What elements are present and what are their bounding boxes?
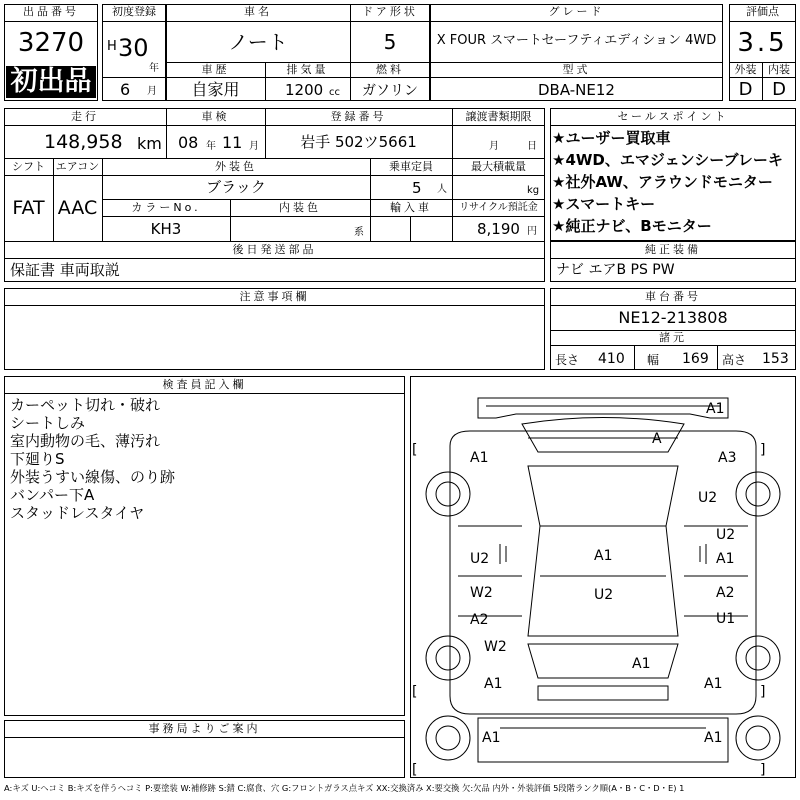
- transfer-label: 譲渡書類期限: [465, 110, 532, 123]
- recycle: 8,190: [477, 220, 520, 238]
- car-name: ノート: [228, 30, 288, 54]
- grade-label: グレード: [548, 5, 605, 18]
- grade: X FOUR スマートセーフティエディション 4WD: [436, 33, 717, 48]
- width-label: 幅: [647, 353, 660, 367]
- transfer-day-unit: 日: [527, 141, 537, 152]
- inspector-line: 外装うすい線傷、のり跡: [10, 468, 176, 486]
- inspection-label: 車検: [201, 110, 230, 123]
- svg-text:[: [: [412, 684, 418, 700]
- sales-point-item: ★4WD、エマジェンシーブレーキ: [552, 151, 783, 169]
- inspector-label: 検査員記入欄: [162, 378, 247, 391]
- loadmax-label: 最大積載量: [471, 160, 526, 173]
- yen-unit: 円: [527, 226, 537, 237]
- damage-mark: A1: [482, 730, 501, 746]
- interior-grade: D: [772, 79, 786, 100]
- colorno: KH3: [150, 220, 182, 238]
- lot-number: 3270: [17, 28, 85, 58]
- inspector-line: スタッドレスタイヤ: [10, 504, 145, 522]
- inspector-line: バンパー下A: [10, 486, 95, 504]
- inspector-line: 室内動物の毛、薄汚れ: [10, 432, 161, 450]
- mileage-label: 走行: [71, 110, 99, 123]
- damage-mark: W2: [470, 585, 493, 601]
- svg-text:[: [: [412, 442, 418, 458]
- lot-label: 出品番号: [23, 5, 79, 18]
- color-label: 外装色: [215, 160, 257, 173]
- damage-mark: A1: [632, 656, 651, 672]
- ac: AAC: [57, 197, 98, 219]
- inspection-month-unit: 月: [249, 141, 259, 152]
- model-label: 型式: [562, 63, 591, 76]
- equipment-label: 純正装備: [645, 243, 701, 256]
- mileage: 148,958: [44, 131, 123, 153]
- history-label: 車歴: [201, 63, 230, 76]
- intcolor-unit: 系: [354, 227, 364, 238]
- svg-text:]: ]: [760, 684, 766, 700]
- inspection-month: 11: [222, 133, 243, 152]
- month-unit: 月: [147, 86, 157, 97]
- damage-mark: U2: [470, 551, 490, 567]
- width: 169: [682, 351, 709, 367]
- color: ブラック: [206, 178, 266, 196]
- km-unit: km: [137, 134, 162, 153]
- inspector-line: カーペット切れ・破れ: [10, 396, 161, 414]
- intcolor-label: 内装色: [279, 201, 321, 214]
- damage-mark: A1: [704, 676, 723, 692]
- damage-mark: U1: [716, 611, 736, 627]
- recycle-label: リサイクル預託金: [459, 202, 538, 213]
- chassis-number: NE12-213808: [618, 308, 728, 327]
- damage-mark: U2: [716, 527, 736, 543]
- plate: 岩手 502ツ5661: [300, 133, 417, 151]
- damage-mark: U2: [594, 587, 614, 603]
- inspector-line: 下廻りS: [10, 450, 65, 468]
- cc-unit: cc: [329, 87, 340, 98]
- reg-year: 30: [118, 34, 149, 62]
- sales-point-item: ★スマートキー: [552, 195, 656, 213]
- length-label: 長さ: [555, 353, 580, 367]
- score-label: 評価点: [746, 5, 779, 18]
- sales-point-item: ★純正ナビ、Bモニター: [552, 217, 712, 235]
- shift-label: シフト: [12, 160, 45, 173]
- capacity: 5: [412, 179, 422, 197]
- inspection-year: 08: [178, 133, 199, 152]
- damage-mark: A2: [716, 585, 735, 601]
- chassis-label: 車台番号: [645, 290, 701, 303]
- damage-mark: A1: [594, 548, 613, 564]
- office-label: 事務局よりご案内: [148, 722, 261, 735]
- damage-mark: A1: [716, 551, 735, 567]
- damage-mark: A: [652, 431, 662, 447]
- sales-point-item: ★社外AW、アラウンドモニター: [552, 173, 773, 191]
- interior-label: 内装: [768, 63, 790, 76]
- damage-mark: A1: [470, 450, 489, 466]
- exterior-grade: D: [738, 79, 753, 100]
- import-label: 輸入車: [390, 201, 432, 214]
- doors-label: ドア形状: [362, 5, 418, 18]
- colorno-label: カラーNo.: [131, 201, 201, 214]
- svg-text:[: [: [412, 762, 418, 778]
- legend: A:キズ U:ヘコミ B:キズを伴うヘコミ P:要塗装 W:補修跡 S:錆 C:腐食、穴 G:フロントガラス点キズ XX:交換済み X:要交換 欠:欠品 内外・外装評価 5段階ランク順(A・B・C・D・E) 1: [4, 783, 685, 793]
- notes-label: 注意事項欄: [239, 290, 310, 303]
- damage-mark: A3: [718, 450, 737, 466]
- ac-label: エアコン: [55, 160, 100, 173]
- later-parts-label: 後日発送部品: [232, 243, 317, 256]
- inspector-line: シートしみ: [10, 414, 86, 432]
- model: DBA-NE12: [538, 81, 615, 99]
- damage-mark: A1: [484, 676, 503, 692]
- history: 自家用: [191, 80, 240, 99]
- capacity-label: 乗車定員: [389, 160, 433, 173]
- svg-text:]: ]: [760, 442, 766, 458]
- loadmax-unit: kg: [527, 185, 540, 196]
- height: 153: [762, 351, 789, 367]
- reg-label: 初度登録: [112, 5, 156, 18]
- score: 3.5: [737, 28, 788, 58]
- capacity-unit: 人: [437, 184, 447, 195]
- year-unit: 年: [149, 63, 159, 74]
- equipment: ナビ エアB PS PW: [556, 262, 675, 278]
- dims-label: 諸元: [659, 331, 687, 344]
- reg-month: 6: [120, 80, 131, 99]
- displacement: 1200: [285, 81, 324, 99]
- plate-label: 登録番号: [330, 110, 387, 123]
- damage-mark: A2: [470, 612, 489, 628]
- first-listing-badge: 初出品: [6, 66, 96, 98]
- displacement-label: 排気量: [286, 63, 329, 76]
- later-parts: 保証書 車両取説: [10, 261, 120, 279]
- damage-mark: A1: [704, 730, 723, 746]
- sales-points-label: セールスポイント: [617, 110, 729, 123]
- damage-mark: A1: [706, 401, 725, 417]
- fuel-label: 燃料: [376, 63, 404, 76]
- svg-text:]: ]: [760, 762, 766, 778]
- reg-era: H: [107, 39, 117, 54]
- car-outline: [410, 376, 796, 778]
- damage-mark: W2: [484, 639, 507, 655]
- damage-mark: U2: [698, 490, 718, 506]
- exterior-label: 外装: [734, 63, 757, 76]
- doors: 5: [383, 30, 397, 54]
- length: 410: [598, 351, 625, 367]
- shift: FAT: [12, 197, 45, 219]
- transfer-month-unit: 月: [489, 141, 499, 152]
- sales-point-item: ★ユーザー買取車: [552, 129, 671, 147]
- fuel: ガソリン: [362, 83, 418, 99]
- inspection-year-unit: 年: [206, 141, 216, 152]
- height-label: 高さ: [722, 353, 747, 367]
- car-name-label: 車名: [244, 5, 272, 18]
